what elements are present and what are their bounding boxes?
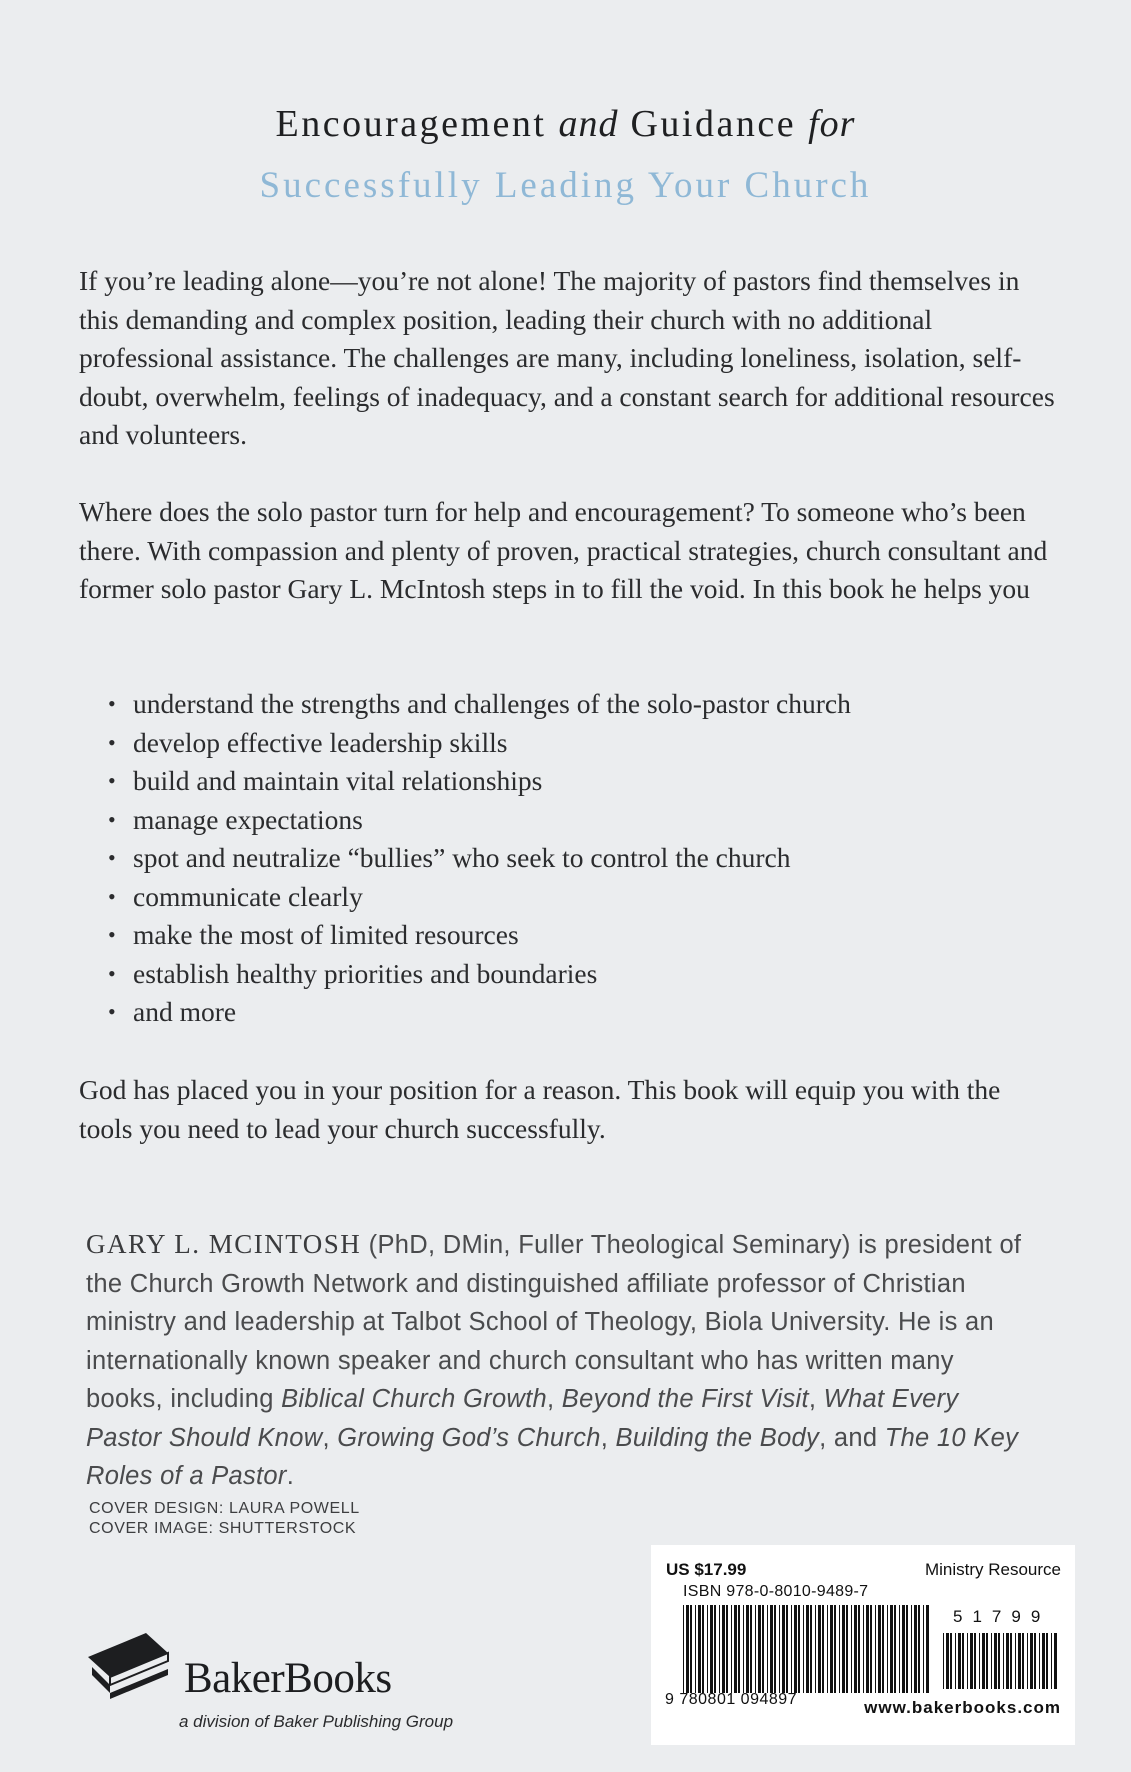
benefits-list	[108, 685, 851, 1032]
publisher-name: BakerBooks	[184, 1655, 392, 1702]
price-barcode	[943, 1633, 1058, 1689]
bio-separator: ,	[808, 1385, 824, 1413]
author-name: GARY L. MCINTOSH	[86, 1229, 362, 1259]
list-item-text: communicate clearly	[133, 880, 363, 912]
list-item-text: understand the strengths and challenges of the solo-pastor church	[133, 688, 851, 719]
list-item: • and more	[108, 996, 237, 1027]
bio-separator: , and	[819, 1423, 885, 1452]
list-item-text: and more	[133, 996, 237, 1027]
price-label: US $17.99	[666, 1560, 747, 1579]
bio-separator: ,	[600, 1423, 616, 1452]
publisher-logo	[88, 1627, 468, 1737]
tagline-heading	[0, 102, 1131, 146]
list-item-text: manage expectations	[133, 803, 363, 835]
bio-text: (PhD, DMin, Fuller Theological Seminary) is president of the Church Growth Network and distinguished affiliate professor of Christian ministry and leadership at Talbot School of Theology, Biola University. He is an internationally known speaker and church consultant who has written many books, including	[86, 1231, 1022, 1413]
closing-paragraph: God has placed you in your position for a reason. This book will equip you with the tools you need to lead your church successfully.	[79, 1074, 1001, 1144]
subtitle-heading: Successfully Leading Your Church	[259, 165, 872, 206]
cover-design-credit: COVER DESIGN: LAURA POWELL	[89, 1500, 360, 1517]
publisher-tagline: a division of Baker Publishing Group	[179, 1712, 454, 1731]
list-item: • establish healthy priorities and boundaries	[108, 957, 598, 989]
author-bio	[86, 1225, 1026, 1496]
book-title: Biblical Church Growth	[281, 1385, 548, 1413]
list-item: • make the most of limited resources	[108, 919, 519, 950]
isbn-barcode	[683, 1605, 931, 1693]
book-title: Building the Body	[615, 1423, 820, 1452]
body-paragraph: Where does the solo pastor turn for help and encouragement? To someone who’s been there. With compassion and plenty of proven, practical strategies, church consultant and former solo pastor Gary L. McIntosh steps in to fill the void. In this book he helps you	[79, 496, 1048, 604]
heading-italic-and: and	[558, 103, 619, 145]
list-item: • communicate clearly	[108, 880, 363, 912]
book-title: What Every Pastor Should Know	[86, 1385, 959, 1452]
bio-separator: ,	[547, 1385, 562, 1413]
list-item: • understand the strengths and challenges of the solo-pastor church	[108, 688, 851, 719]
list-item: • spot and neutralize “bullies” who seek to control the church	[108, 842, 791, 873]
heading-text-2: Guidance	[618, 103, 809, 145]
barcode-panel	[651, 1545, 1075, 1745]
publisher-website: www.bakerbooks.com	[864, 1698, 1061, 1717]
heading-text-1: Encouragement	[275, 103, 559, 145]
book-title: The 10 Key Roles of a Pastor	[86, 1423, 1019, 1490]
category-label: Ministry Resource	[924, 1560, 1061, 1579]
cover-image-credit: COVER IMAGE: SHUTTERSTOCK	[89, 1520, 357, 1537]
list-item: • develop effective leadership skills	[108, 726, 508, 758]
list-item-text: develop effective leadership skills	[133, 726, 508, 758]
list-item-text: spot and neutralize “bullies” who seek to control the church	[133, 842, 791, 873]
book-title: Growing God’s Church	[337, 1423, 601, 1452]
list-item: • manage expectations	[108, 803, 363, 835]
list-item-text: make the most of limited resources	[133, 919, 519, 950]
book-title: Beyond the First Visit	[561, 1385, 809, 1413]
heading-italic-for: for	[808, 103, 856, 145]
bio-end: .	[286, 1462, 295, 1490]
list-item-text: build and maintain vital relationships	[133, 765, 543, 796]
barcode-digits: 9 780801 094897	[665, 1691, 798, 1708]
list-item-text: establish healthy priorities and boundaries	[133, 957, 598, 989]
bio-separator: ,	[322, 1423, 338, 1452]
price-code: 51799	[953, 1607, 1051, 1626]
intro-paragraph: If you’re leading alone—you’re not alone! The majority of pastors find themselves in this demanding and complex position, leading their church with no additional professional assistance. The challenges are many, including loneliness, isolation, self-doubt, overwhelm, feelings of inadequacy, and a constant search for additional resources and volunteers.	[79, 265, 1055, 450]
isbn-label: ISBN 978-0-8010-9489-7	[683, 1583, 869, 1600]
cover-credits	[89, 1499, 360, 1539]
list-item: • build and maintain vital relationships	[108, 765, 543, 796]
book-stack-icon	[88, 1627, 180, 1707]
